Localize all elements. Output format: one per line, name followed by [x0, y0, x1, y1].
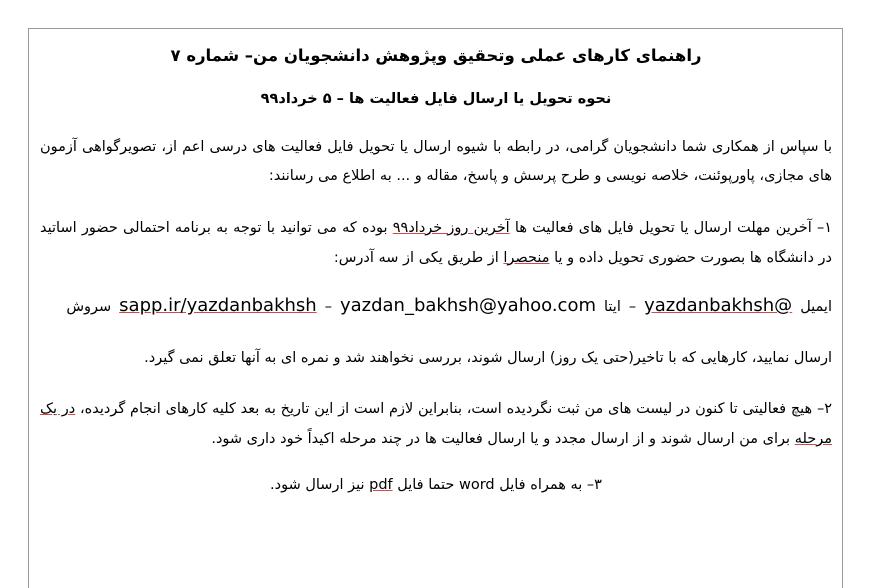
- list-item-1: [40, 214, 832, 273]
- list-item-2: [40, 395, 832, 454]
- email-label: ایمیل: [800, 299, 832, 316]
- item1-lead: ۱– آخرین مهلت ارسال یا تحویل فایل های فعالیت ها: [509, 219, 833, 236]
- soroush-label: سروش: [66, 299, 112, 316]
- ita-address: sapp.ir/yazdanbakhsh: [119, 295, 317, 317]
- document-content: [40, 30, 832, 493]
- contact-addresses-line: [40, 289, 832, 323]
- email-address-partial: yazdanbakhsh@: [644, 295, 793, 317]
- item3-mid: حتما فایل: [392, 476, 459, 493]
- item2-rest: برای من ارسال شوند و از ارسال مجدد و یا ارسال فعالیت ها در چند مرحله اکیداً خود داری شود.: [211, 431, 795, 447]
- intro-paragraph: با سپاس از همکاری شما دانشجویان گرامی، در رابطه با شیوه ارسال یا تحویل فایل فعالیت های درسی اعم از، تصویرگواهی آزمون های مجازی، پاورپوئنت، خلاصه نویسی و طرح پرسش و پاسخ، مقاله و ... به اطلاع می رسانند:: [40, 138, 832, 185]
- item3-post: نیز ارسال شود.: [270, 476, 370, 493]
- item1-rest2: از طریق یکی از سه آدرس:: [333, 249, 504, 266]
- item3-pre: ۳– به همراه فایل: [494, 476, 602, 493]
- page-title: راهنمای کارهای عملی وتحقیق وپژوهش دانشجویان من– شماره ۷: [170, 46, 702, 65]
- dash-separator-1: –: [628, 299, 637, 316]
- item1-rest: بوده که می توانید با توجه به برنامه احتمالی حضور اساتید در دانشگاه ها بصورت حضوری تحویل داده و یا: [40, 219, 832, 266]
- list-item-3: [40, 477, 832, 493]
- item1-exclusive-underlined: منحصرا: [503, 249, 550, 266]
- item1-tail-paragraph: ارسال نمایید، کارهایی که با تاخیر(حتی یک روز) ارسال شوند، بررسی نخواهند شد و نمره ای به آنها تعلق نمی گیرد.: [144, 349, 832, 366]
- ita-label: ایتا: [604, 299, 621, 316]
- item1-deadline-underlined: آخرین روز خرداد۹۹: [392, 219, 510, 236]
- yahoo-address: yazdan_bakhsh@yahoo.com: [339, 295, 596, 317]
- word-format-label: word: [458, 476, 495, 493]
- dash-separator-2: –: [324, 299, 332, 316]
- pdf-format-label: pdf: [369, 476, 393, 493]
- page-subtitle: نحوه تحویل یا ارسال فایل فعالیت ها – ۵ خرداد۹۹: [260, 90, 612, 107]
- item2-lead: ۲– هیچ فعالیتی تا کنون در لیست های من ثبت نگردیده است، بنابراین لازم است از این تاریخ به بعد کلیه کارهای انجام گردیده،: [75, 401, 832, 418]
- item2-single-stage-underlined: در یک مرحله: [40, 401, 832, 447]
